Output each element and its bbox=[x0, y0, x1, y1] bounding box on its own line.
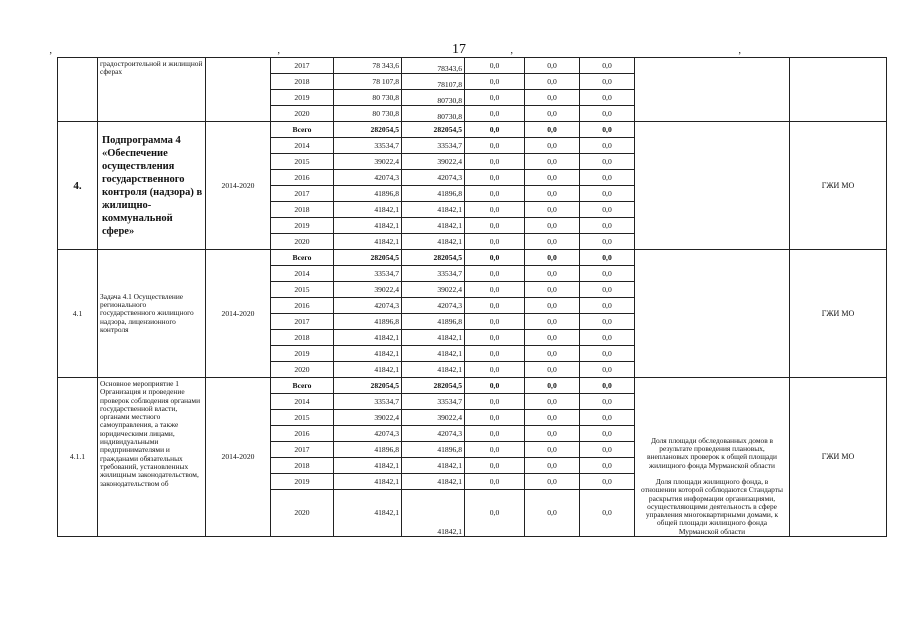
federal-budget-cell: 0,0 bbox=[465, 74, 525, 90]
regional-budget-cell: 41842,1 bbox=[402, 346, 465, 362]
other-sources-cell: 0,0 bbox=[580, 474, 635, 490]
other-sources-cell: 0,0 bbox=[580, 458, 635, 474]
total-amount-cell: 41842,1 bbox=[334, 330, 402, 346]
executor-cell: ГЖИ МО bbox=[790, 122, 887, 250]
federal-budget-cell: 0,0 bbox=[465, 202, 525, 218]
federal-budget-cell: 0,0 bbox=[465, 458, 525, 474]
scan-speck: ‚ bbox=[738, 45, 742, 56]
local-budget-cell: 0,0 bbox=[525, 298, 580, 314]
regional-budget-cell: 41842,1 bbox=[402, 362, 465, 378]
page-number: 17 bbox=[452, 42, 466, 57]
total-amount-cell: 41896,8 bbox=[334, 186, 402, 202]
total-amount-cell: 78 107,8 bbox=[334, 74, 402, 90]
local-budget-cell: 0,0 bbox=[525, 234, 580, 250]
table-row bbox=[58, 250, 887, 266]
section-name-cell bbox=[98, 250, 206, 378]
year-cell: 2019 bbox=[271, 346, 334, 362]
regional-budget-cell: 41896,8 bbox=[402, 314, 465, 330]
local-budget-cell: 0,0 bbox=[525, 282, 580, 298]
other-sources-cell: 0,0 bbox=[580, 314, 635, 330]
federal-budget-cell: 0,0 bbox=[465, 218, 525, 234]
other-sources-cell: 0,0 bbox=[580, 362, 635, 378]
federal-budget-cell: 0,0 bbox=[465, 122, 525, 138]
number-cell bbox=[58, 58, 98, 122]
other-sources-cell: 0,0 bbox=[580, 378, 635, 394]
total-amount-cell: 80 730,8 bbox=[334, 90, 402, 106]
total-amount-cell: 39022,4 bbox=[334, 410, 402, 426]
executor-cell bbox=[790, 58, 887, 122]
year-cell: 2020 bbox=[271, 234, 334, 250]
total-amount-cell: 33534,7 bbox=[334, 394, 402, 410]
other-sources-cell: 0,0 bbox=[580, 250, 635, 266]
year-cell: 2017 bbox=[271, 58, 334, 74]
year-cell: 2018 bbox=[271, 458, 334, 474]
federal-budget-cell: 0,0 bbox=[465, 378, 525, 394]
federal-budget-cell: 0,0 bbox=[465, 410, 525, 426]
regional-budget-cell: 41896,8 bbox=[402, 442, 465, 458]
total-amount-cell: 78 343,6 bbox=[334, 58, 402, 74]
section-name-cell bbox=[98, 378, 206, 537]
federal-budget-cell: 0,0 bbox=[465, 394, 525, 410]
total-amount-cell: 41896,8 bbox=[334, 314, 402, 330]
local-budget-cell: 0,0 bbox=[525, 218, 580, 234]
period-cell: 2014-2020 bbox=[206, 378, 271, 537]
year-cell: 2019 bbox=[271, 218, 334, 234]
other-sources-cell: 0,0 bbox=[580, 154, 635, 170]
section-name: Задача 4.1 Осуществление регионального государственного жилищного надзора, лицензионного контроля bbox=[100, 291, 194, 334]
section-name-cell bbox=[98, 122, 206, 250]
federal-budget-cell: 0,0 bbox=[465, 90, 525, 106]
other-sources-cell: 0,0 bbox=[580, 170, 635, 186]
local-budget-cell: 0,0 bbox=[525, 362, 580, 378]
year-cell: 2019 bbox=[271, 90, 334, 106]
year-cell: Всего bbox=[271, 250, 334, 266]
period-cell bbox=[206, 58, 271, 122]
federal-budget-cell: 0,0 bbox=[465, 58, 525, 74]
year-cell: 2014 bbox=[271, 394, 334, 410]
year-cell: 2014 bbox=[271, 138, 334, 154]
federal-budget-cell: 0,0 bbox=[465, 138, 525, 154]
local-budget-cell: 0,0 bbox=[525, 186, 580, 202]
local-budget-cell: 0,0 bbox=[525, 394, 580, 410]
local-budget-cell: 0,0 bbox=[525, 378, 580, 394]
federal-budget-cell: 0,0 bbox=[465, 250, 525, 266]
year-cell: 2017 bbox=[271, 186, 334, 202]
budget-table bbox=[57, 57, 887, 537]
period-cell: 2014-2020 bbox=[206, 122, 271, 250]
other-sources-cell: 0,0 bbox=[580, 90, 635, 106]
other-sources-cell: 0,0 bbox=[580, 282, 635, 298]
regional-budget-cell: 41842,1 bbox=[402, 474, 465, 490]
other-sources-cell: 0,0 bbox=[580, 394, 635, 410]
local-budget-cell: 0,0 bbox=[525, 202, 580, 218]
federal-budget-cell: 0,0 bbox=[465, 154, 525, 170]
total-amount-cell: 39022,4 bbox=[334, 154, 402, 170]
regional-budget-cell: 41842,1 bbox=[402, 490, 465, 537]
total-amount-cell: 42074,3 bbox=[334, 426, 402, 442]
other-sources-cell: 0,0 bbox=[580, 410, 635, 426]
regional-budget-cell: 41842,1 bbox=[402, 458, 465, 474]
total-amount-cell: 41896,8 bbox=[334, 442, 402, 458]
regional-budget-cell: 33534,7 bbox=[402, 138, 465, 154]
total-amount-cell: 41842,1 bbox=[334, 202, 402, 218]
total-amount-cell: 41842,1 bbox=[334, 490, 402, 537]
federal-budget-cell: 0,0 bbox=[465, 442, 525, 458]
other-sources-cell: 0,0 bbox=[580, 234, 635, 250]
table-row bbox=[58, 58, 887, 74]
federal-budget-cell: 0,0 bbox=[465, 170, 525, 186]
regional-budget-cell: 39022,4 bbox=[402, 282, 465, 298]
federal-budget-cell: 0,0 bbox=[465, 490, 525, 537]
total-amount-cell: 282054,5 bbox=[334, 378, 402, 394]
indicator-cell bbox=[635, 250, 790, 378]
local-budget-cell: 0,0 bbox=[525, 74, 580, 90]
total-amount-cell: 42074,3 bbox=[334, 170, 402, 186]
total-amount-cell: 41842,1 bbox=[334, 234, 402, 250]
total-amount-cell: 282054,5 bbox=[334, 122, 402, 138]
year-cell: 2017 bbox=[271, 442, 334, 458]
name-cell bbox=[98, 58, 206, 122]
regional-budget-cell: 39022,4 bbox=[402, 410, 465, 426]
year-cell: 2019 bbox=[271, 474, 334, 490]
regional-budget-cell: 282054,5 bbox=[402, 378, 465, 394]
section-name: Основное мероприятие 1 Организация и проведение проверок соблюдения органами государственной власти, органами местного самоуправления, а также юридическими лицами, индивидуальными предпринимателями и гражданами обязательных требований, установленных жилищным законодательством, законодательством об bbox=[100, 379, 201, 488]
federal-budget-cell: 0,0 bbox=[465, 346, 525, 362]
regional-budget-cell: 282054,5 bbox=[402, 122, 465, 138]
total-amount-cell: 33534,7 bbox=[334, 266, 402, 282]
year-cell: 2015 bbox=[271, 154, 334, 170]
other-sources-cell: 0,0 bbox=[580, 186, 635, 202]
indicator-cell bbox=[635, 378, 790, 537]
period-cell: 2014-2020 bbox=[206, 250, 271, 378]
indicator-text: Доля площади жилищного фонда, в отношении которой соблюдаются Стандарты раскрытия информации организациями, осуществляющими деятельность в сфере управления многоквартирными домами, к общей площади жилищного фонда Мурманской области bbox=[641, 476, 783, 536]
section-number: 4.1.1 bbox=[58, 378, 98, 537]
table-row bbox=[58, 378, 887, 394]
section-number: 4.1 bbox=[58, 250, 98, 378]
year-cell: 2016 bbox=[271, 426, 334, 442]
regional-budget-cell: 282054,5 bbox=[402, 250, 465, 266]
year-cell: 2018 bbox=[271, 74, 334, 90]
local-budget-cell: 0,0 bbox=[525, 106, 580, 122]
local-budget-cell: 0,0 bbox=[525, 138, 580, 154]
regional-budget-cell: 42074,3 bbox=[402, 170, 465, 186]
total-amount-cell: 41842,1 bbox=[334, 218, 402, 234]
local-budget-cell: 0,0 bbox=[525, 122, 580, 138]
other-sources-cell: 0,0 bbox=[580, 442, 635, 458]
federal-budget-cell: 0,0 bbox=[465, 362, 525, 378]
total-amount-cell: 282054,5 bbox=[334, 250, 402, 266]
year-cell: 2018 bbox=[271, 330, 334, 346]
federal-budget-cell: 0,0 bbox=[465, 186, 525, 202]
federal-budget-cell: 0,0 bbox=[465, 474, 525, 490]
local-budget-cell: 0,0 bbox=[525, 90, 580, 106]
regional-budget-cell: 80730,8 bbox=[402, 106, 465, 122]
total-amount-cell: 33534,7 bbox=[334, 138, 402, 154]
other-sources-cell: 0,0 bbox=[580, 106, 635, 122]
local-budget-cell: 0,0 bbox=[525, 266, 580, 282]
other-sources-cell: 0,0 bbox=[580, 330, 635, 346]
local-budget-cell: 0,0 bbox=[525, 330, 580, 346]
regional-budget-cell: 78343,6 bbox=[402, 58, 465, 74]
total-amount-cell: 41842,1 bbox=[334, 458, 402, 474]
year-cell: 2017 bbox=[271, 314, 334, 330]
federal-budget-cell: 0,0 bbox=[465, 234, 525, 250]
table-row bbox=[58, 122, 887, 138]
indicator-text: Доля площади обследованных домов в результате проведения плановых, внеплановых проверок к общей площади жилищного фонда Мурманской области bbox=[647, 435, 777, 470]
regional-budget-cell: 41842,1 bbox=[402, 330, 465, 346]
year-cell: 2015 bbox=[271, 282, 334, 298]
scan-speck: ‚ bbox=[49, 45, 53, 56]
other-sources-cell: 0,0 bbox=[580, 218, 635, 234]
other-sources-cell: 0,0 bbox=[580, 266, 635, 282]
other-sources-cell: 0,0 bbox=[580, 426, 635, 442]
regional-budget-cell: 33534,7 bbox=[402, 394, 465, 410]
local-budget-cell: 0,0 bbox=[525, 426, 580, 442]
other-sources-cell: 0,0 bbox=[580, 138, 635, 154]
local-budget-cell: 0,0 bbox=[525, 154, 580, 170]
local-budget-cell: 0,0 bbox=[525, 314, 580, 330]
local-budget-cell: 0,0 bbox=[525, 410, 580, 426]
federal-budget-cell: 0,0 bbox=[465, 106, 525, 122]
other-sources-cell: 0,0 bbox=[580, 202, 635, 218]
scan-speck: ‚ bbox=[277, 45, 281, 56]
activity-name: градостроительной и жилищной сферах bbox=[100, 59, 203, 77]
year-cell: 2018 bbox=[271, 202, 334, 218]
total-amount-cell: 41842,1 bbox=[334, 474, 402, 490]
year-cell: Всего bbox=[271, 378, 334, 394]
year-cell: 2020 bbox=[271, 362, 334, 378]
executor-cell: ГЖИ МО bbox=[790, 250, 887, 378]
year-cell: 2015 bbox=[271, 410, 334, 426]
regional-budget-cell: 42074,3 bbox=[402, 426, 465, 442]
regional-budget-cell: 33534,7 bbox=[402, 266, 465, 282]
total-amount-cell: 41842,1 bbox=[334, 346, 402, 362]
total-amount-cell: 41842,1 bbox=[334, 362, 402, 378]
regional-budget-cell: 39022,4 bbox=[402, 154, 465, 170]
local-budget-cell: 0,0 bbox=[525, 170, 580, 186]
federal-budget-cell: 0,0 bbox=[465, 314, 525, 330]
other-sources-cell: 0,0 bbox=[580, 58, 635, 74]
local-budget-cell: 0,0 bbox=[525, 58, 580, 74]
total-amount-cell: 80 730,8 bbox=[334, 106, 402, 122]
scan-speck: ‚ bbox=[510, 45, 514, 56]
federal-budget-cell: 0,0 bbox=[465, 298, 525, 314]
section-name: Подпрограмма 4 «Обеспечение осуществления государственного контроля (надзора) в жилищно-коммунальной сфере» bbox=[102, 134, 203, 237]
local-budget-cell: 0,0 bbox=[525, 346, 580, 362]
total-amount-cell: 39022,4 bbox=[334, 282, 402, 298]
federal-budget-cell: 0,0 bbox=[465, 282, 525, 298]
regional-budget-cell: 41842,1 bbox=[402, 234, 465, 250]
local-budget-cell: 0,0 bbox=[525, 442, 580, 458]
indicator-cell bbox=[635, 58, 790, 122]
executor-cell: ГЖИ МО bbox=[790, 378, 887, 537]
year-cell: 2016 bbox=[271, 298, 334, 314]
year-cell: 2014 bbox=[271, 266, 334, 282]
indicator-cell bbox=[635, 122, 790, 250]
local-budget-cell: 0,0 bbox=[525, 474, 580, 490]
local-budget-cell: 0,0 bbox=[525, 250, 580, 266]
federal-budget-cell: 0,0 bbox=[465, 330, 525, 346]
regional-budget-cell: 41842,1 bbox=[402, 202, 465, 218]
local-budget-cell: 0,0 bbox=[525, 490, 580, 537]
regional-budget-cell: 42074,3 bbox=[402, 298, 465, 314]
other-sources-cell: 0,0 bbox=[580, 490, 635, 537]
year-cell: 2020 bbox=[271, 490, 334, 537]
federal-budget-cell: 0,0 bbox=[465, 426, 525, 442]
year-cell: 2020 bbox=[271, 106, 334, 122]
other-sources-cell: 0,0 bbox=[580, 122, 635, 138]
year-cell: 2016 bbox=[271, 170, 334, 186]
total-amount-cell: 42074,3 bbox=[334, 298, 402, 314]
regional-budget-cell: 80730,8 bbox=[402, 90, 465, 106]
federal-budget-cell: 0,0 bbox=[465, 266, 525, 282]
year-cell: Всего bbox=[271, 122, 334, 138]
other-sources-cell: 0,0 bbox=[580, 74, 635, 90]
other-sources-cell: 0,0 bbox=[580, 346, 635, 362]
regional-budget-cell: 41896,8 bbox=[402, 186, 465, 202]
regional-budget-cell: 41842,1 bbox=[402, 218, 465, 234]
local-budget-cell: 0,0 bbox=[525, 458, 580, 474]
other-sources-cell: 0,0 bbox=[580, 298, 635, 314]
section-number: 4. bbox=[58, 122, 98, 250]
regional-budget-cell: 78107,8 bbox=[402, 74, 465, 90]
